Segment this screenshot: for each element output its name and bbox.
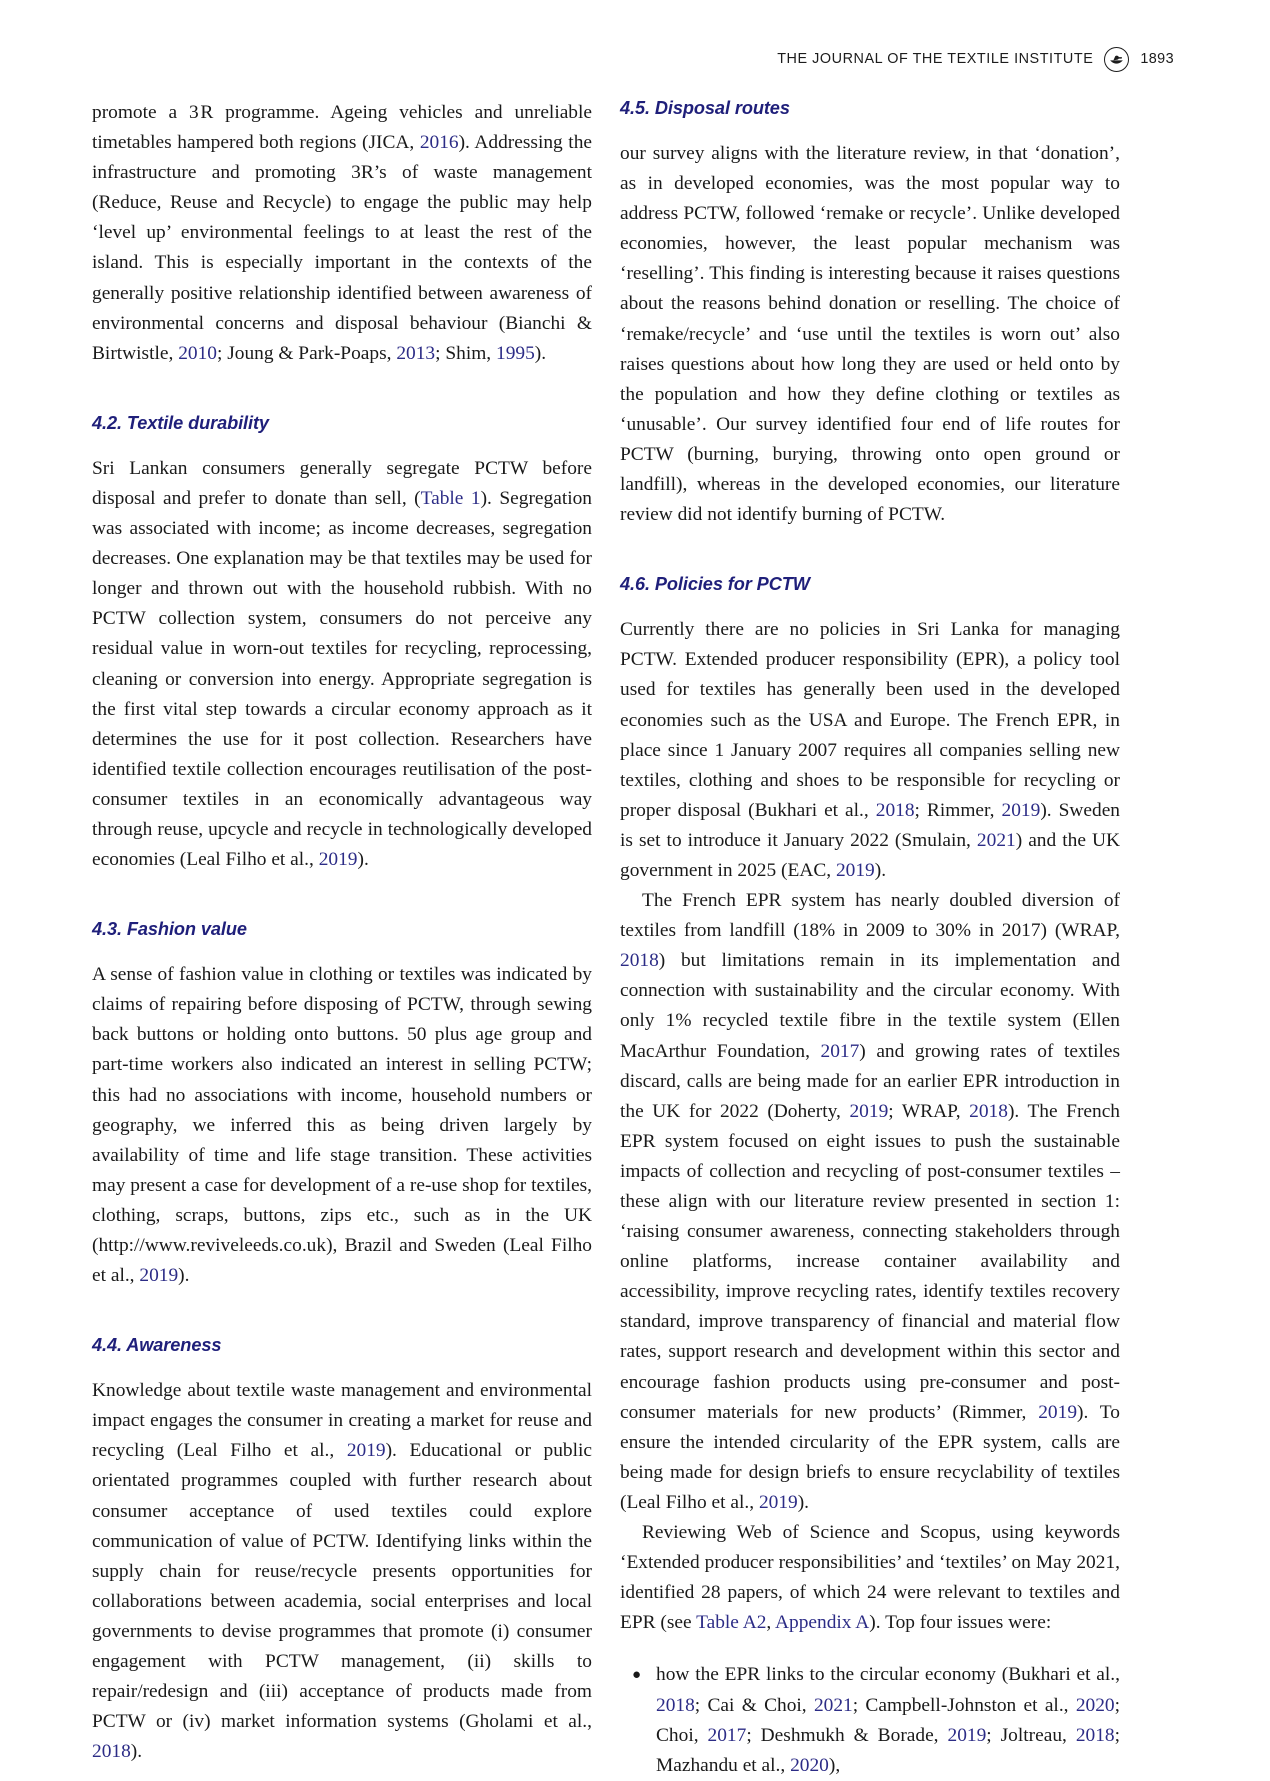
table-1-link[interactable]: Table 1 (420, 487, 481, 509)
citation-link-leal-filho-2019[interactable]: 2019 (346, 1440, 386, 1462)
paragraph-disposal-routes: our survey aligns with the literature review, in that ‘donation’, as in developed economies, was the most popular way to address PCTW, followed ‘remake or recycle’. Unlike developed economies, however, the least popular mechanism was ‘reselling’. This finding is interesting because it raises questions about the reasons behind donation or reselling. The choice of ‘remake/recycle’ and ‘use until the textiles is worn out’ also raises questions about how long they are used or held onto by the population and how they define clothing or textiles as ‘unusable’. Our survey identified four end of life routes for PCTW (burning, burying, throwing onto open ground or landfill), whereas in the developed economies, our literature review did not identify burning of PCTW. (620, 143, 1120, 526)
citation-link-wrap-2018[interactable]: 2018 (620, 950, 659, 972)
textile-institute-logo-icon (1104, 47, 1129, 72)
list-item: ● how the EPR links to the circular economy (Bukhari et al., 2018; Cai & Choi, 2021; Campbell-Johnston et al., 2020; Choi, 2017; Deshmukh & Borade, 2019; Joltreau, 2018; Mazhandu et al., 2020), (620, 1660, 1120, 1780)
right-column (620, 98, 1120, 1781)
citation-link-mazhandu-2020[interactable]: 2020 (790, 1754, 829, 1776)
citation-link-wrap-2018[interactable]: 2018 (969, 1100, 1008, 1122)
citation-link-rimmer-2019[interactable]: 2019 (1001, 799, 1041, 821)
paragraph-continuation: promote a 3 R programme. Ageing vehicles and unreliable timetables hampered both regions (JICA, 2016). Addressing the infrastructure and promoting 3R’s of waste management (Reduce, Reuse and Recycle) to engage the public may help ‘level up’ environmental feelings to at least the rest of the island. This is especially important in the contexts of the generally positive relationship identified between awareness of environmental concerns and disposal behaviour (Bianchi & Birtwistle, 2010; Joung & Park-Poaps, 2013; Shim, 1995). (92, 102, 592, 364)
spacer (92, 434, 592, 454)
citation-link-leal-filho-2019[interactable]: 2019 (758, 1491, 798, 1513)
spacer (92, 369, 592, 413)
citation-link-shim-1995[interactable]: 1995 (496, 342, 535, 364)
section-heading-4-2: 4.2. Textile durability (92, 412, 269, 433)
spacer (92, 1356, 592, 1376)
section-heading-4-5: 4.5. Disposal routes (620, 98, 790, 118)
spacer (92, 1291, 592, 1335)
citation-link-deshmukh-borade-2019[interactable]: 2019 (947, 1724, 987, 1746)
article-body (92, 98, 1120, 1781)
citation-link-doherty-2019[interactable]: 2019 (849, 1100, 889, 1122)
table-a2-link[interactable]: Table A2 (696, 1612, 767, 1634)
citation-link-leal-filho-2019[interactable]: 2019 (318, 849, 358, 871)
paragraph-policies-b: The French EPR system has nearly doubled diversion of textiles from landfill (18% in 2009 to 30% in 2017) (WRAP, 2018) but limitations remain in its implementation and connection with sustainability and the circular economy. With only 1% recycled textile fibre in the textile system (Ellen MacArthur Foundation, 2017) and growing rates of textiles discard, calls are being made for an earlier EPR introduction in the UK for 2022 (Doherty, 2019; WRAP, 2018). The French EPR system focused on eight issues to push the sustainable impacts of collection and recycling of post-consumer textiles – these align with our literature review presented in section 1: ‘raising consumer awareness, connecting stakeholders through online platforms, increase container availability and accessibility, improve recycling rates, identify textiles recovery standard, improve transparency of financial and material flow rates, support research and development within this sector and encourage fashion products using pre-consumer and post-consumer materials for new products’ (Rimmer, 2019). To ensure the intended circularity of the EPR system, calls are being made for design briefs to ensure recyclability of textiles (Leal Filho et al., 2019). (620, 890, 1121, 1513)
journal-name: THE JOURNAL OF THE TEXTILE INSTITUTE (777, 51, 1094, 67)
top-issues-list (620, 1660, 1120, 1780)
left-column (92, 98, 592, 1781)
citation-link-ellen-macarthur-2017[interactable]: 2017 (820, 1040, 860, 1062)
paragraph-policies-a: Currently there are no policies in Sri Lanka for managing PCTW. Extended producer responsibility (EPR), a policy tool used for textiles has generally been used in the developed economies such as the USA and Europe. The French EPR, in place since 1 January 2007 requires all companies selling new textiles, clothing and shoes to be responsible for recycling or proper disposal (Bukhari et al., 2018; Rimmer, 2019). Sweden is set to introduce it January 2022 (Smulain, 2021) and the UK government in 2025 (EAC, 2019). (620, 619, 1121, 881)
revive-leeds-url-link[interactable]: http://www.reviveleeds.co.uk (98, 1235, 327, 1256)
spacer (92, 940, 592, 960)
citation-link-campbell-johnston-2020[interactable]: 2020 (1075, 1694, 1115, 1716)
bullet-icon: ● (632, 1667, 642, 1684)
citation-link-joltreau-2018[interactable]: 2018 (1075, 1724, 1115, 1746)
section-heading-4-4: 4.4. Awareness (92, 1335, 222, 1356)
running-head (777, 46, 1174, 72)
citation-link-bukhari-2018[interactable]: 2018 (656, 1694, 695, 1716)
paragraph-policies-c: Reviewing Web of Science and Scopus, using keywords ‘Extended producer responsibilities’ and ‘textiles’ on May 2021, identified 28 papers, of which 24 were relevant to textiles and EPR (see Table A2, Appendix A). Top four issues were: (620, 1522, 1120, 1634)
section-heading-4-6: 4.6. Policies for PCTW (620, 574, 810, 595)
citation-link-bukhari-2018[interactable]: 2018 (875, 799, 915, 821)
paragraph-textile-durability: Sri Lankan consumers generally segregate PCTW before disposal and prefer to donate than sell, (Table 1). Segregation was associated with income; as income decreases, segregation decreases. One explanation may be that textiles may be used for longer and thrown out with the household rubbish. With no PCTW collection system, consumers do not perceive any residual value in worn-out textiles for recycling, reprocessing, cleaning or conversion into energy. Appropriate segregation is the first vital step towards a circular economy approach as it determines the use for it post collection. Researchers have identified textile collection encourages reutilisation of the post-consumer textiles in an economically advantageous way through reuse, upcycle and recycle in technologically developed economies (Leal Filho et al., 2019). (92, 457, 592, 871)
spacer (92, 875, 592, 919)
spacer (620, 530, 1120, 574)
citation-link-jica-2016[interactable]: 2016 (419, 132, 459, 154)
citation-link-smulain-2021[interactable]: 2021 (976, 829, 1016, 851)
page-number: 1893 (1140, 51, 1174, 67)
spacer (620, 595, 1120, 615)
spacer (620, 1638, 1120, 1660)
citation-link-rimmer-2019[interactable]: 2019 (1038, 1401, 1078, 1423)
citation-link-eac-2019[interactable]: 2019 (835, 859, 875, 881)
paragraph-fashion-value: A sense of fashion value in clothing or textiles was indicated by claims of repairing before disposing of PCTW, through sewing back buttons or holding onto buttons. 50 plus age group and part-time workers also indicated an interest in selling PCTW; this had no associations with income, household numbers or geography, we inferred this as being driven largely by availability of time and life stage transition. These activities may present a case for development of a re-use shop for textiles, clothing, scraps, buttons, zips etc., such as in the UK (http://www.reviveleeds.co.uk), Brazil and Sweden (Leal Filho et al., 2019). (92, 964, 592, 1287)
citation-link-cai-choi-2021[interactable]: 2021 (813, 1694, 853, 1716)
citation-link-choi-2017[interactable]: 2017 (707, 1724, 747, 1746)
citation-link-joung-2013[interactable]: 2013 (396, 342, 436, 364)
paragraph-awareness: Knowledge about textile waste management and environmental impact engages the consumer in creating a market for reuse and recycling (Leal Filho et al., 2019). Educational or public orientated programmes coupled with further research about consumer acceptance of used textiles could explore communication of value of PCTW. Identifying links within the supply chain for reuse/recycle presents opportunities for collaborations between academia, social enterprises and local governments to devise programmes that promote (i) consumer engagement with PCTW management, (ii) skills to repair/redesign and (iii) acceptance of products made from PCTW or (iv) market information systems (Gholami et al., 2018). (92, 1380, 593, 1763)
section-heading-4-3: 4.3. Fashion value (92, 919, 247, 940)
citation-link-leal-filho-2019[interactable]: 2019 (139, 1265, 179, 1287)
appendix-a-link[interactable]: Appendix A (775, 1612, 870, 1634)
citation-link-bianchi-2010[interactable]: 2010 (178, 342, 217, 364)
spacer (620, 119, 1120, 139)
citation-link-gholami-2018[interactable]: 2018 (92, 1741, 131, 1763)
